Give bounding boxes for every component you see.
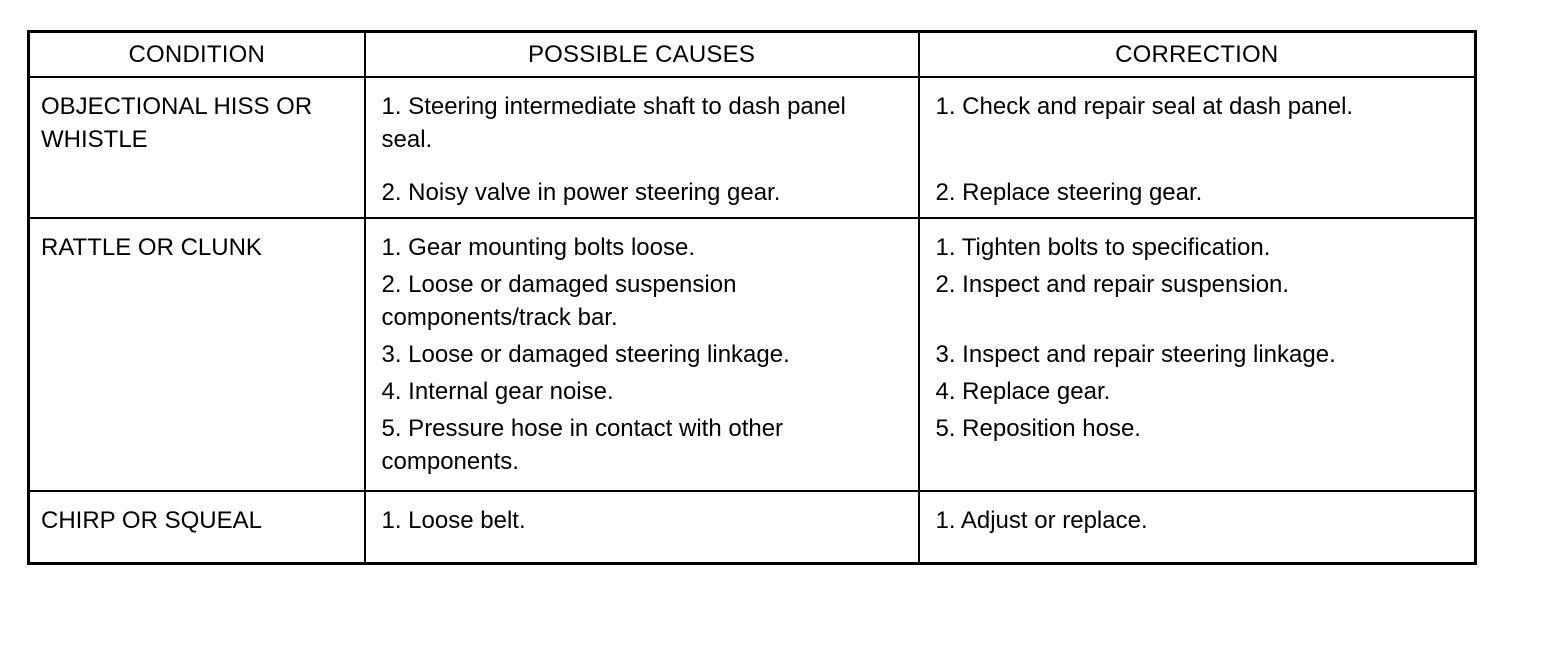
header-possible-causes: POSSIBLE CAUSES	[365, 32, 919, 78]
condition-text: OBJECTIONAL HISS OR WHISTLE	[41, 93, 313, 153]
condition-cell	[29, 491, 365, 564]
table-row	[29, 491, 1476, 564]
header-row	[29, 32, 1476, 78]
correction-item: 1. Adjust or replace.	[935, 507, 1148, 534]
cause-item: 5. Pressure hose in contact with other components.	[381, 415, 784, 475]
corrections-cell	[919, 77, 1476, 218]
correction-item: 2. Inspect and repair suspension.	[935, 271, 1290, 298]
header-correction: CORRECTION	[919, 32, 1476, 78]
correction-item: 4. Replace gear.	[935, 378, 1111, 405]
condition-cell	[29, 218, 365, 491]
condition-cell	[29, 77, 365, 218]
condition-text: RATTLE OR CLUNK	[41, 234, 262, 261]
cause-item: 2. Noisy valve in power steering gear.	[381, 179, 781, 206]
cause-item: 2. Loose or damaged suspension components/track bar.	[381, 271, 737, 331]
condition-text: CHIRP OR SQUEAL	[41, 507, 262, 534]
causes-cell	[365, 77, 919, 218]
diagnosis-table	[27, 30, 1477, 565]
cause-item: 1. Steering intermediate shaft to dash panel seal.	[381, 93, 846, 153]
corrections-cell	[919, 218, 1476, 491]
causes-cell	[365, 491, 919, 564]
table-row	[29, 218, 1476, 491]
cause-item: 1. Gear mounting bolts loose.	[381, 234, 696, 261]
correction-item: 2. Replace steering gear.	[935, 179, 1203, 206]
cause-item: 1. Loose belt.	[381, 507, 526, 534]
correction-item: 5. Reposition hose.	[935, 415, 1141, 442]
cause-item: 4. Internal gear noise.	[381, 378, 614, 405]
correction-item: 1. Tighten bolts to specification.	[935, 234, 1271, 261]
table-row	[29, 77, 1476, 218]
cause-item: 3. Loose or damaged steering linkage.	[381, 341, 790, 368]
correction-item: 1. Check and repair seal at dash panel.	[935, 93, 1354, 120]
corrections-cell	[919, 491, 1476, 564]
header-condition: CONDITION	[29, 32, 365, 78]
correction-item: 3. Inspect and repair steering linkage.	[935, 341, 1336, 368]
causes-cell	[365, 218, 919, 491]
